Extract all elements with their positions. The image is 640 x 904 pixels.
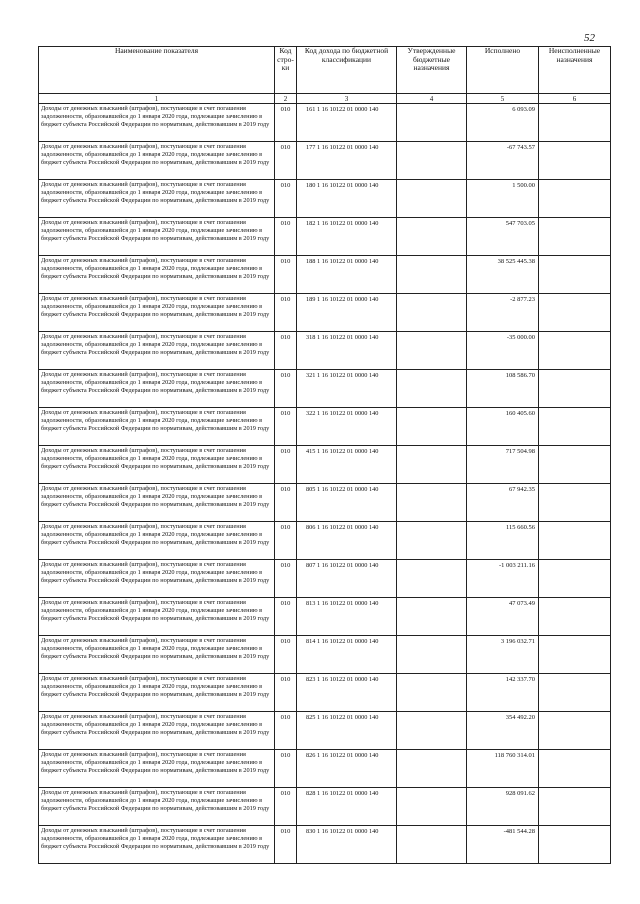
line-code: 010 [275,636,297,674]
income-code: 805 1 16 10122 01 0000 140 [297,484,397,522]
table-row [39,826,611,864]
unexecuted-amount [539,750,611,788]
column-number: 1 [39,94,275,104]
income-code: 321 1 16 10122 01 0000 140 [297,370,397,408]
indicator-name: Доходы от денежных взысканий (штрафов), поступающие в счет погашения задолженности, образовавшейся до 1 января 2020 года, подлежащие зачислению в бюджет субъекта Российской Федерации по нормативам, действовавшим в 2019 году [39,256,275,294]
unexecuted-amount [539,446,611,484]
executed-amount: 6 093.09 [467,104,539,142]
executed-amount: 354 492.20 [467,712,539,750]
unexecuted-amount [539,674,611,712]
table-row [39,636,611,674]
approved-amount [397,294,467,332]
indicator-name: Доходы от денежных взысканий (штрафов), поступающие в счет погашения задолженности, образовавшейся до 1 января 2020 года, подлежащие зачислению в бюджет субъекта Российской Федерации по нормативам, действовавшим в 2019 году [39,712,275,750]
line-code: 010 [275,104,297,142]
approved-amount [397,636,467,674]
indicator-name: Доходы от денежных взысканий (штрафов), поступающие в счет погашения задолженности, образовавшейся до 1 января 2020 года, подлежащие зачислению в бюджет субъекта Российской Федерации по нормативам, действовавшим в 2019 году [39,332,275,370]
approved-amount [397,370,467,408]
unexecuted-amount [539,522,611,560]
income-code: 180 1 16 10122 01 0000 140 [297,180,397,218]
executed-amount: 142 337.70 [467,674,539,712]
table-row [39,332,611,370]
line-code: 010 [275,142,297,180]
line-code: 010 [275,256,297,294]
income-code: 807 1 16 10122 01 0000 140 [297,560,397,598]
table-row [39,218,611,256]
line-code: 010 [275,294,297,332]
unexecuted-amount [539,636,611,674]
income-code: 826 1 16 10122 01 0000 140 [297,750,397,788]
executed-amount: 47 073.49 [467,598,539,636]
income-code: 188 1 16 10122 01 0000 140 [297,256,397,294]
line-code: 010 [275,446,297,484]
table-row [39,180,611,218]
header-line-code: Код стро-ки [275,47,297,94]
income-code: 322 1 16 10122 01 0000 140 [297,408,397,446]
income-code: 823 1 16 10122 01 0000 140 [297,674,397,712]
unexecuted-amount [539,294,611,332]
table-row [39,446,611,484]
indicator-name: Доходы от денежных взысканий (штрафов), поступающие в счет погашения задолженности, образовавшейся до 1 января 2020 года, подлежащие зачислению в бюджет субъекта Российской Федерации по нормативам, действовавшим в 2019 году [39,560,275,598]
income-code: 825 1 16 10122 01 0000 140 [297,712,397,750]
indicator-name: Доходы от денежных взысканий (штрафов), поступающие в счет погашения задолженности, образовавшейся до 1 января 2020 года, подлежащие зачислению в бюджет субъекта Российской Федерации по нормативам, действовавшим в 2019 году [39,370,275,408]
indicator-name: Доходы от денежных взысканий (штрафов), поступающие в счет погашения задолженности, образовавшейся до 1 января 2020 года, подлежащие зачислению в бюджет субъекта Российской Федерации по нормативам, действовавшим в 2019 году [39,142,275,180]
unexecuted-amount [539,788,611,826]
table-row [39,674,611,712]
unexecuted-amount [539,142,611,180]
unexecuted-amount [539,218,611,256]
approved-amount [397,408,467,446]
line-code: 010 [275,750,297,788]
table-row [39,522,611,560]
unexecuted-amount [539,104,611,142]
approved-amount [397,332,467,370]
executed-amount: 717 504.98 [467,446,539,484]
executed-amount: 38 525 445.38 [467,256,539,294]
indicator-name: Доходы от денежных взысканий (штрафов), поступающие в счет погашения задолженности, образовавшейся до 1 января 2020 года, подлежащие зачислению в бюджет субъекта Российской Федерации по нормативам, действовавшим в 2019 году [39,104,275,142]
indicator-name: Доходы от денежных взысканий (штрафов), поступающие в счет погашения задолженности, образовавшейся до 1 января 2020 года, подлежащие зачислению в бюджет субъекта Российской Федерации по нормативам, действовавшим в 2019 году [39,788,275,826]
indicator-name: Доходы от денежных взысканий (штрафов), поступающие в счет погашения задолженности, образовавшейся до 1 января 2020 года, подлежащие зачислению в бюджет субъекта Российской Федерации по нормативам, действовавшим в 2019 году [39,826,275,864]
line-code: 010 [275,218,297,256]
table-row [39,408,611,446]
approved-amount [397,484,467,522]
indicator-name: Доходы от денежных взысканий (штрафов), поступающие в счет погашения задолженности, образовавшейся до 1 января 2020 года, подлежащие зачислению в бюджет субъекта Российской Федерации по нормативам, действовавшим в 2019 году [39,484,275,522]
indicator-name: Доходы от денежных взысканий (штрафов), поступающие в счет погашения задолженности, образовавшейся до 1 января 2020 года, подлежащие зачислению в бюджет субъекта Российской Федерации по нормативам, действовавшим в 2019 году [39,218,275,256]
table-row [39,788,611,826]
unexecuted-amount [539,560,611,598]
approved-amount [397,674,467,712]
line-code: 010 [275,408,297,446]
executed-amount: 115 660.56 [467,522,539,560]
line-code: 010 [275,712,297,750]
approved-amount [397,446,467,484]
approved-amount [397,180,467,218]
line-code: 010 [275,370,297,408]
header-indicator-name: Наименование показателя [39,47,275,94]
income-code: 161 1 16 10122 01 0000 140 [297,104,397,142]
indicator-name: Доходы от денежных взысканий (штрафов), поступающие в счет погашения задолженности, образовавшейся до 1 января 2020 года, подлежащие зачислению в бюджет субъекта Российской Федерации по нормативам, действовавшим в 2019 году [39,294,275,332]
income-code: 830 1 16 10122 01 0000 140 [297,826,397,864]
income-code: 813 1 16 10122 01 0000 140 [297,598,397,636]
line-code: 010 [275,598,297,636]
approved-amount [397,142,467,180]
line-code: 010 [275,332,297,370]
indicator-name: Доходы от денежных взысканий (штрафов), поступающие в счет погашения задолженности, образовавшейся до 1 января 2020 года, подлежащие зачислению в бюджет субъекта Российской Федерации по нормативам, действовавшим в 2019 году [39,180,275,218]
line-code: 010 [275,788,297,826]
unexecuted-amount [539,180,611,218]
executed-amount: -1 003 211.16 [467,560,539,598]
table-row [39,294,611,332]
table-body [39,104,611,864]
table-row [39,560,611,598]
approved-amount [397,598,467,636]
header-row [39,47,611,94]
approved-amount [397,788,467,826]
approved-amount [397,256,467,294]
indicator-name: Доходы от денежных взысканий (штрафов), поступающие в счет погашения задолженности, образовавшейся до 1 января 2020 года, подлежащие зачислению в бюджет субъекта Российской Федерации по нормативам, действовавшим в 2019 году [39,674,275,712]
column-number: 4 [397,94,467,104]
executed-amount: -481 544.28 [467,826,539,864]
executed-amount: 118 760 314.01 [467,750,539,788]
table-row [39,712,611,750]
table-row [39,370,611,408]
line-code: 010 [275,180,297,218]
indicator-name: Доходы от денежных взысканий (штрафов), поступающие в счет погашения задолженности, образовавшейся до 1 января 2020 года, подлежащие зачислению в бюджет субъекта Российской Федерации по нормативам, действовавшим в 2019 году [39,636,275,674]
income-code: 189 1 16 10122 01 0000 140 [297,294,397,332]
approved-amount [397,560,467,598]
unexecuted-amount [539,826,611,864]
approved-amount [397,104,467,142]
page-number: 52 [584,32,595,44]
executed-amount: 1 500.00 [467,180,539,218]
column-number: 3 [297,94,397,104]
indicator-name: Доходы от денежных взысканий (штрафов), поступающие в счет погашения задолженности, образовавшейся до 1 января 2020 года, подлежащие зачислению в бюджет субъекта Российской Федерации по нормативам, действовавшим в 2019 году [39,522,275,560]
executed-amount: 108 586.70 [467,370,539,408]
line-code: 010 [275,522,297,560]
executed-amount: -35 000.00 [467,332,539,370]
header-unexecuted: Неисполненные назначения [539,47,611,94]
table-row [39,256,611,294]
column-number: 5 [467,94,539,104]
unexecuted-amount [539,408,611,446]
approved-amount [397,218,467,256]
executed-amount: 928 091.62 [467,788,539,826]
header-approved: Утвержденные бюджетные назначения [397,47,467,94]
unexecuted-amount [539,256,611,294]
header-income-code: Код дохода по бюджетной классификации [297,47,397,94]
income-code: 318 1 16 10122 01 0000 140 [297,332,397,370]
indicator-name: Доходы от денежных взысканий (штрафов), поступающие в счет погашения задолженности, образовавшейся до 1 января 2020 года, подлежащие зачислению в бюджет субъекта Российской Федерации по нормативам, действовавшим в 2019 году [39,408,275,446]
unexecuted-amount [539,332,611,370]
line-code: 010 [275,560,297,598]
table-row [39,484,611,522]
indicator-name: Доходы от денежных взысканий (штрафов), поступающие в счет погашения задолженности, образовавшейся до 1 января 2020 года, подлежащие зачислению в бюджет субъекта Российской Федерации по нормативам, действовавшим в 2019 году [39,598,275,636]
line-code: 010 [275,484,297,522]
approved-amount [397,826,467,864]
budget-execution-table [38,46,611,864]
unexecuted-amount [539,370,611,408]
table-row [39,104,611,142]
income-code: 806 1 16 10122 01 0000 140 [297,522,397,560]
income-code: 182 1 16 10122 01 0000 140 [297,218,397,256]
table-row [39,142,611,180]
table-row [39,598,611,636]
executed-amount: 3 196 032.71 [467,636,539,674]
executed-amount: -2 877.23 [467,294,539,332]
unexecuted-amount [539,712,611,750]
line-code: 010 [275,674,297,712]
unexecuted-amount [539,598,611,636]
table-row [39,750,611,788]
column-number-row [39,94,611,104]
line-code: 010 [275,826,297,864]
income-code: 814 1 16 10122 01 0000 140 [297,636,397,674]
income-code: 177 1 16 10122 01 0000 140 [297,142,397,180]
income-code: 828 1 16 10122 01 0000 140 [297,788,397,826]
unexecuted-amount [539,484,611,522]
approved-amount [397,522,467,560]
indicator-name: Доходы от денежных взысканий (штрафов), поступающие в счет погашения задолженности, образовавшейся до 1 января 2020 года, подлежащие зачислению в бюджет субъекта Российской Федерации по нормативам, действовавшим в 2019 году [39,750,275,788]
executed-amount: 160 405.60 [467,408,539,446]
executed-amount: 547 703.05 [467,218,539,256]
approved-amount [397,750,467,788]
executed-amount: 67 942.35 [467,484,539,522]
approved-amount [397,712,467,750]
header-executed: Исполнено [467,47,539,94]
indicator-name: Доходы от денежных взысканий (штрафов), поступающие в счет погашения задолженности, образовавшейся до 1 января 2020 года, подлежащие зачислению в бюджет субъекта Российской Федерации по нормативам, действовавшим в 2019 году [39,446,275,484]
executed-amount: -67 743.57 [467,142,539,180]
income-code: 415 1 16 10122 01 0000 140 [297,446,397,484]
column-number: 2 [275,94,297,104]
column-number: 6 [539,94,611,104]
